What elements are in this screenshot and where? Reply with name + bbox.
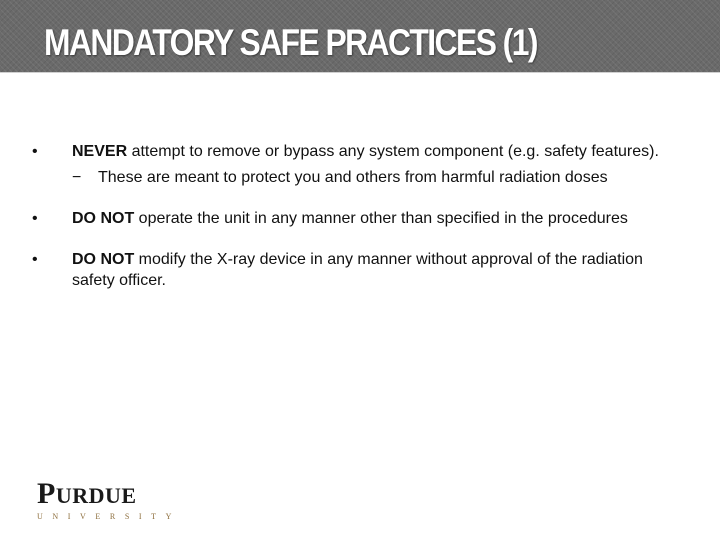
bullet-keyword: NEVER — [72, 143, 128, 160]
dash-icon: − — [72, 169, 82, 186]
bullet-text: operate the unit in any manner other than specified in the procedures — [134, 210, 628, 227]
bullet-dot-icon: • — [32, 210, 38, 227]
bullet-item — [30, 141, 690, 188]
bullet-body — [72, 249, 690, 291]
bullet-list — [30, 141, 690, 311]
bullet-text: attempt to remove or bypass any system component (e.g. safety features). — [127, 143, 659, 160]
bullet-keyword: DO NOT — [72, 251, 135, 268]
bullet-dot-icon: • — [32, 143, 38, 160]
logo-wordmark — [37, 479, 161, 509]
bullet-item — [30, 249, 690, 291]
sub-bullet-text: These are meant to protect you and others from harmful radiation doses — [98, 169, 608, 186]
title-band — [0, 0, 720, 73]
bullet-body — [72, 208, 690, 229]
logo-rest: URDUE — [55, 483, 137, 508]
logo-subtitle: UNIVERSITY — [37, 512, 181, 521]
bullet-text: modify the X-ray device in any manner without approval of the radiation safety officer. — [72, 251, 643, 289]
bullet-body — [72, 141, 690, 188]
bullet-keyword: DO NOT — [72, 210, 135, 227]
purdue-logo — [37, 477, 181, 521]
logo-initial: P — [37, 477, 56, 510]
slide-title: MANDATORY SAFE PRACTICES (1) — [44, 22, 537, 63]
sub-bullet-item — [72, 167, 690, 188]
bullet-item — [30, 208, 690, 229]
bullet-dot-icon: • — [32, 251, 38, 268]
